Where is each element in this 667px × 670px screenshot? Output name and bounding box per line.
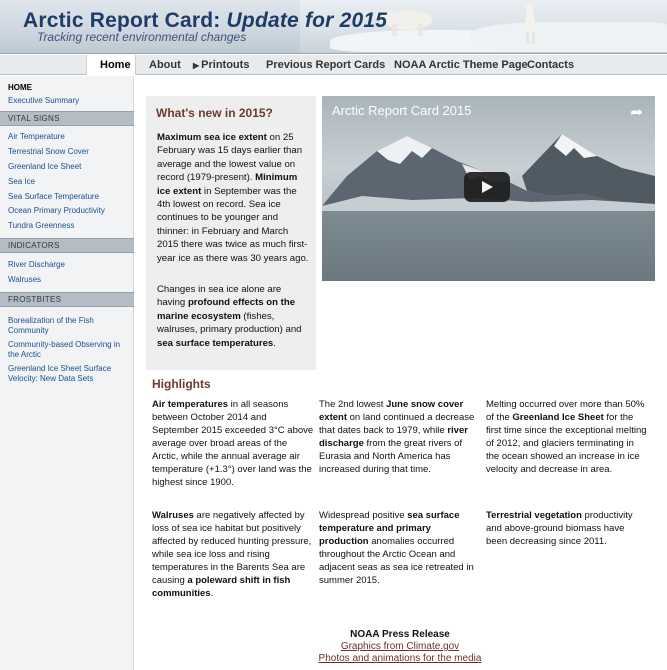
sidebar-item-terrestrial-snow-cover[interactable]: Terrestrial Snow Cover xyxy=(8,147,89,156)
text: Changes in sea ice alone are having xyxy=(157,284,282,309)
site-header xyxy=(0,0,667,54)
text: productivity and above-ground biomass have been decreasing since 2011. xyxy=(486,510,633,547)
bold-text: river discharge xyxy=(319,425,468,449)
press-release-title: NOAA Press Release xyxy=(350,629,450,640)
text: on land continued a decrease that dates back to 1979, while xyxy=(319,412,475,436)
text: Widespread positive xyxy=(319,510,408,521)
sidebar-section-label: INDICATORS xyxy=(8,241,60,250)
text: The 2nd lowest xyxy=(319,399,387,410)
bold-text: sea surface temperature and primary production xyxy=(319,510,460,547)
climate-gov-graphics-link[interactable]: Graphics from Climate.gov xyxy=(340,641,460,652)
video-player[interactable] xyxy=(322,96,655,281)
video-water xyxy=(322,211,655,281)
nav-about[interactable]: About xyxy=(149,59,181,71)
sidebar-item-sea-ice[interactable]: Sea Ice xyxy=(8,177,36,186)
nav-printouts[interactable] xyxy=(193,59,249,71)
bold-text: a poleward shift in fish communities xyxy=(152,575,291,599)
text: . xyxy=(210,588,214,599)
sidebar-item-ocean-primary-productivity[interactable]: Ocean Primary Productivity xyxy=(8,206,105,215)
polar-bears-image xyxy=(370,0,550,54)
text: for the first time since the exceptional melting of 2012, and glaciers terminating in the ocean showed an increase in ice velocity and decrease in area. xyxy=(486,412,647,475)
sidebar-item-sea-surface-temperature[interactable]: Sea Surface Temperature xyxy=(8,192,100,201)
site-title-main: Arctic Report Card: xyxy=(23,9,221,32)
bold-text: Maximum sea ice extent xyxy=(157,132,267,143)
sidebar-item-community-based-observing[interactable]: Community-based Observing in the Arctic xyxy=(8,340,121,359)
text: in all seasons between October 2014 and September 2015 exceeded 3°C above average over broad areas of the Arctic, while the annual average air temperature (+1.3°) over land was the highest since 1900. xyxy=(152,399,314,488)
text: . xyxy=(273,337,276,349)
text: are negatively affected by loss of sea ice habitat but positively affected by reduced hunting pressure, while sea ice loss and rising temperatures in the Barents Sea are causing xyxy=(152,510,312,586)
nav-contacts[interactable]: Contacts xyxy=(527,59,575,71)
sidebar-section-vital-signs xyxy=(0,111,134,126)
highlight-snow-cover xyxy=(319,398,481,476)
caret-right-icon: ▶ xyxy=(193,61,200,70)
sidebar-section-label: VITAL SIGNS xyxy=(8,114,60,123)
sidebar-item-walruses[interactable]: Walruses xyxy=(8,275,42,284)
media-photos-link[interactable]: Photos and animations for the media xyxy=(318,653,482,664)
nav-home[interactable]: Home xyxy=(100,59,131,71)
sidebar-section-label: FROSTBITES xyxy=(8,295,62,304)
whats-new-paragraph-1 xyxy=(157,131,311,265)
sidebar-item-river-discharge[interactable]: River Discharge xyxy=(8,260,65,269)
sidebar-section-indicators xyxy=(0,238,134,253)
bold-text: Walruses xyxy=(152,510,194,521)
whats-new-box xyxy=(146,96,316,370)
highlights-title: Highlights xyxy=(152,377,211,391)
text: Melting occurred over more than 50% of the xyxy=(486,399,645,423)
text: from the great rivers of Eurasia and North America has increased during that time. xyxy=(319,438,463,475)
text: on 25 February was 15 days earlier than average and the lowest value on record (1979-present). xyxy=(157,132,303,184)
bold-text: Air temperatures xyxy=(152,399,229,410)
play-icon xyxy=(482,181,493,193)
bold-text: profound effects on the marine ecosystem xyxy=(157,297,296,322)
nav-noaa-arctic-theme-page[interactable]: NOAA Arctic Theme Page xyxy=(394,59,528,71)
share-icon[interactable]: ➦ xyxy=(630,104,643,121)
bold-text: June snow cover extent xyxy=(319,399,464,423)
nav-printouts-label: Printouts xyxy=(201,59,250,71)
sidebar-item-tundra-greenness[interactable]: Tundra Greenness xyxy=(8,221,75,230)
sidebar-section-frostbites xyxy=(0,292,134,307)
highlight-terrestrial-vegetation xyxy=(486,509,648,548)
sidebar-home[interactable]: HOME xyxy=(8,83,32,92)
text: (fishes, walruses, primary production) and xyxy=(157,310,302,336)
video-title[interactable]: Arctic Report Card 2015 xyxy=(332,103,472,118)
bold-text: Terrestrial vegetation xyxy=(486,510,582,521)
top-navigation xyxy=(0,55,667,75)
bold-text: Greenland Ice Sheet xyxy=(512,412,604,423)
sidebar xyxy=(0,76,134,670)
site-title-italic: Update for 2015 xyxy=(226,9,388,32)
bold-text: Minimum ice extent xyxy=(157,172,298,197)
highlight-sea-surface-temperature xyxy=(319,509,481,587)
play-button[interactable] xyxy=(464,172,510,202)
text: in September was the 4th lowest on record. Sea ice continues to be younger and thinner: in February and March 2015 there was twice as much first-year ice as there was 30 years ago. xyxy=(157,185,309,264)
bold-text: sea surface temperatures xyxy=(157,337,274,349)
press-links xyxy=(250,629,550,665)
sidebar-item-greenland-surface-velocity[interactable]: Greenland Ice Sheet Surface Velocity: New Data Sets xyxy=(8,364,112,383)
sidebar-item-borealization-fish[interactable]: Borealization of the Fish Community xyxy=(8,316,94,335)
sidebar-item-executive-summary[interactable]: Executive Summary xyxy=(8,96,80,105)
sidebar-item-air-temperature[interactable]: Air Temperature xyxy=(8,132,65,141)
highlight-greenland-ice-sheet xyxy=(486,398,648,476)
highlight-air-temperatures xyxy=(152,398,314,489)
highlight-walruses xyxy=(152,509,314,600)
nav-previous-report-cards[interactable]: Previous Report Cards xyxy=(266,59,386,71)
whats-new-title: What's new in 2015? xyxy=(156,106,273,120)
site-subtitle: Tracking recent environmental changes xyxy=(37,30,247,44)
sidebar-item-greenland-ice-sheet[interactable]: Greenland Ice Sheet xyxy=(8,162,82,171)
whats-new-paragraph-2 xyxy=(157,283,311,350)
text: anomalies occurred throughout the Arctic Ocean and adjacent seas as sea ice retreated in summer 2015. xyxy=(319,536,474,586)
